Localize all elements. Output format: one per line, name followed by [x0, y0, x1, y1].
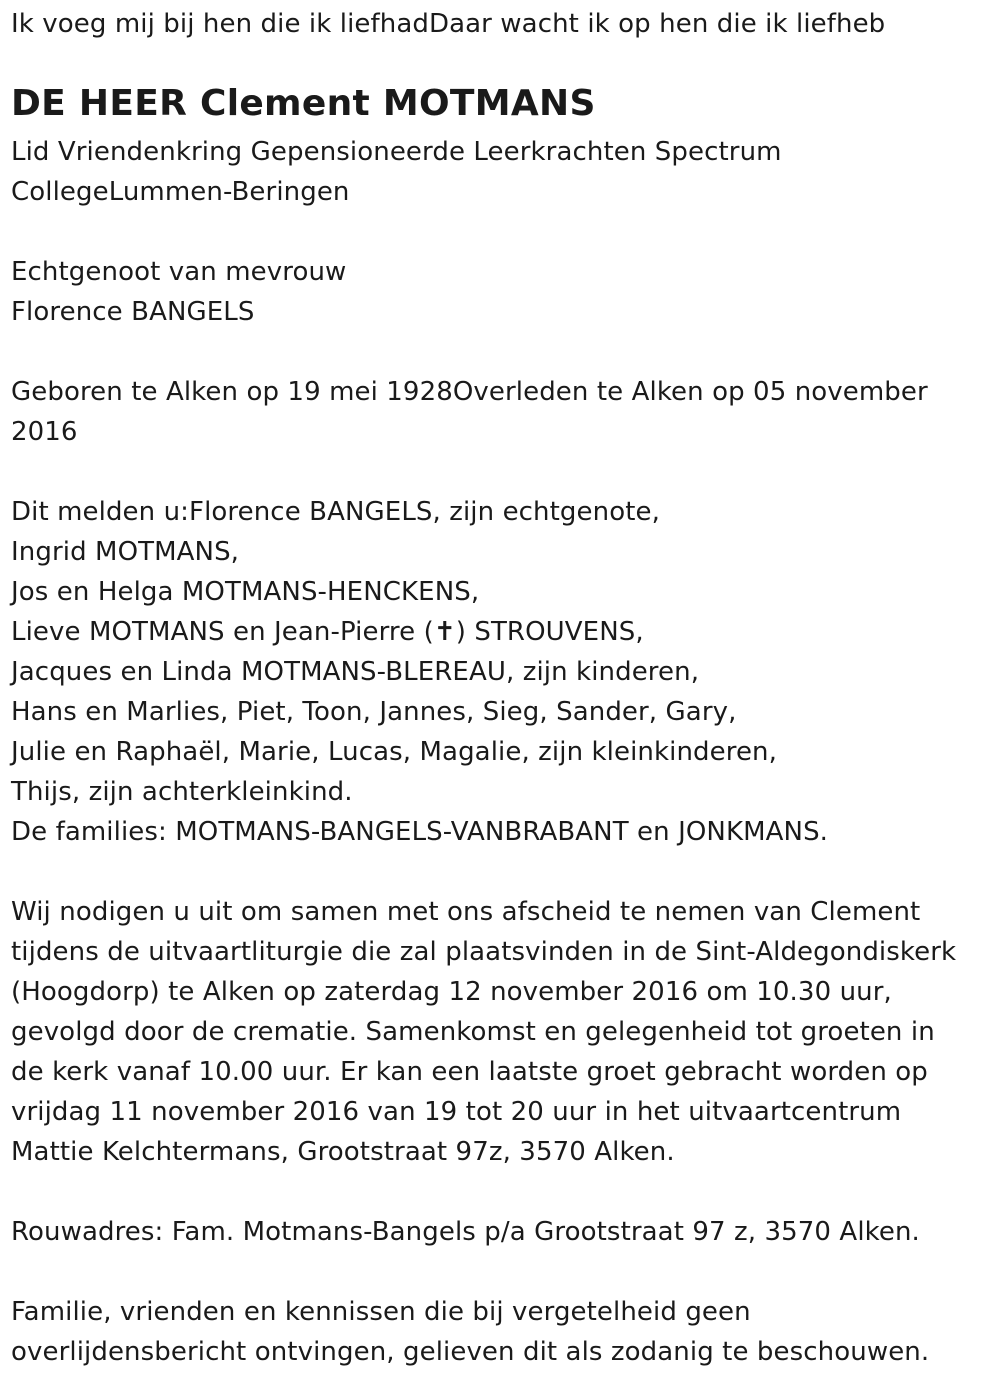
- spouse-line: Echtgenoot van mevrouw: [11, 257, 347, 287]
- membership-line: Lid Vriendenkring Gepensioneerde Leerkrachten Spectrum: [11, 137, 782, 167]
- spacer: [11, 852, 991, 892]
- mourning-address: Rouwadres: Fam. Motmans-Bangels p/a Grootstraat 97 z, 3570 Alken.: [11, 1217, 920, 1247]
- motto: Ik voeg mij bij hen die ik liefhadDaar wacht ik op hen die ik liefheb: [11, 9, 886, 39]
- closing-block: [11, 1292, 991, 1372]
- membership-block: [11, 132, 991, 212]
- invitation-line: de kerk vanaf 10.00 uur. Er kan een laatste groet gebracht worden op: [11, 1057, 928, 1087]
- announcer-line: Jos en Helga MOTMANS-HENCKENS,: [11, 577, 480, 607]
- announcer-line: Thijs, zijn achterkleinkind.: [11, 777, 353, 807]
- membership-line: CollegeLummen-Beringen: [11, 177, 350, 207]
- invitation-line: (Hoogdorp) te Alken op zaterdag 12 november 2016 om 10.30 uur,: [11, 977, 892, 1007]
- invitation-block: [11, 892, 991, 1172]
- announcer-line: Lieve MOTMANS en Jean-Pierre (✝) STROUVENS,: [11, 617, 644, 647]
- birth-death-block: [11, 372, 991, 452]
- spouse-block: [11, 252, 991, 332]
- invitation-line: tijdens de uitvaartliturgie die zal plaatsvinden in de Sint-Aldegondiskerk: [11, 937, 957, 967]
- invitation-line: gevolgd door de crematie. Samenkomst en gelegenheid tot groeten in: [11, 1017, 935, 1047]
- spacer: [11, 1172, 991, 1212]
- invitation-line: Mattie Kelchtermans, Grootstraat 97z, 3570 Alken.: [11, 1137, 675, 1167]
- spouse-name: Florence BANGELS: [11, 297, 255, 327]
- birth-death-line: Geboren te Alken op 19 mei 1928Overleden te Alken op 05 november: [11, 377, 928, 407]
- announcer-line: Hans en Marlies, Piet, Toon, Jannes, Sieg, Sander, Gary,: [11, 697, 737, 727]
- invitation-line: vrijdag 11 november 2016 van 19 tot 20 uur in het uitvaartcentrum: [11, 1097, 902, 1127]
- spacer: [11, 332, 991, 372]
- announcer-line: Ingrid MOTMANS,: [11, 537, 240, 567]
- announcer-line: Julie en Raphaël, Marie, Lucas, Magalie, zijn kleinkinderen,: [11, 737, 778, 767]
- closing-line: overlijdensbericht ontvingen, gelieven dit als zodanig te beschouwen.: [11, 1337, 930, 1367]
- announcer-line: Dit melden u:Florence BANGELS, zijn echtgenote,: [11, 497, 660, 527]
- announcers-block: [11, 492, 991, 852]
- spacer: [11, 212, 991, 252]
- closing-line: Familie, vrienden en kennissen die bij vergetelheid geen: [11, 1297, 751, 1327]
- obituary-notice: [11, 0, 991, 1372]
- deceased-name: DE HEER Clement MOTMANS: [11, 83, 596, 124]
- invitation-line: Wij nodigen u uit om samen met ons afscheid te nemen van Clement: [11, 897, 921, 927]
- spacer: [11, 1252, 991, 1292]
- birth-death-line: 2016: [11, 417, 78, 447]
- announcer-line: Jacques en Linda MOTMANS-BLEREAU, zijn kinderen,: [11, 657, 700, 687]
- announcer-line: De families: MOTMANS-BANGELS-VANBRABANT en JONKMANS.: [11, 817, 829, 847]
- spacer: [11, 452, 991, 492]
